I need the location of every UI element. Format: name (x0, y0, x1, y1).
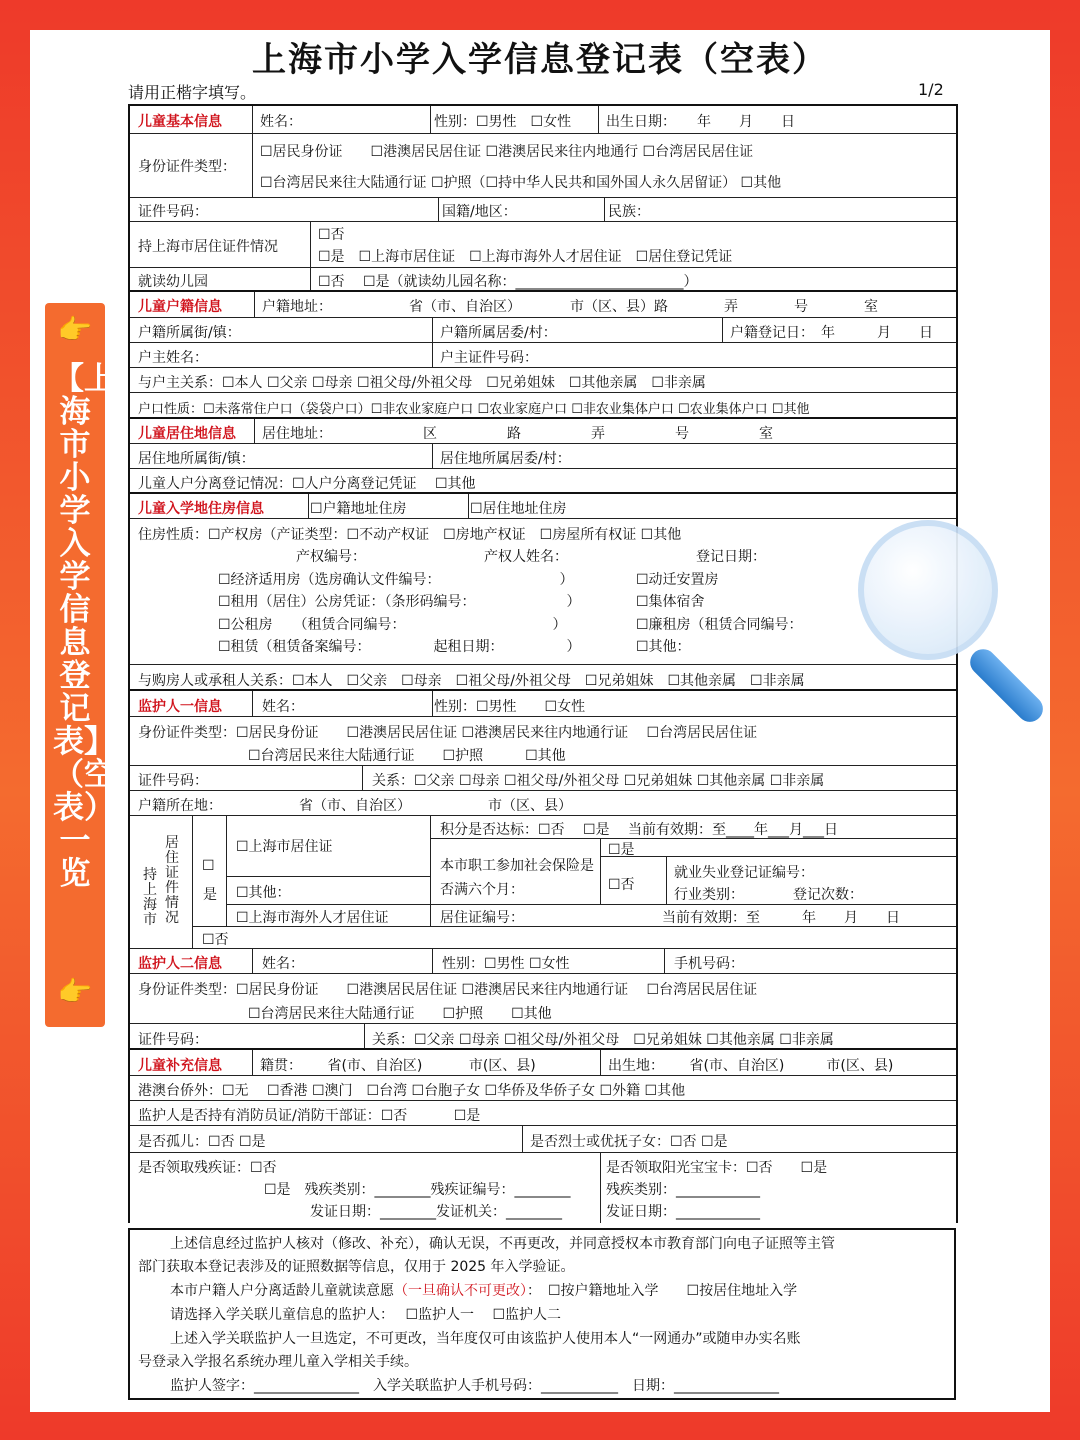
household-address-field[interactable]: 户籍地址： 省（市、自治区） 市（区、县）路 弄 号 室 (262, 299, 878, 315)
guardian1-gender-field[interactable]: 性别：☐男性 ☐女性 (434, 699, 586, 715)
housing-dormitory[interactable]: ☐集体宿舍 (636, 594, 705, 610)
row-supplement-firefighter (130, 1101, 956, 1126)
guardian2-phone-field[interactable]: 手机号码： (674, 956, 744, 972)
row-housing-relation (130, 665, 956, 691)
child-ethnicity-field[interactable]: 民族： (608, 204, 650, 220)
household-street-field[interactable]: 户籍所属街/镇： (138, 325, 241, 341)
row-living-address (130, 419, 956, 444)
housing-low-rent[interactable]: ☐廉租房（租赁合同编号： (636, 617, 803, 633)
row-household-address (130, 292, 956, 318)
declaration-p1a: 上述信息经过监护人核对（修改、补充），确认无误，不再更改，并同意授权本市教育部门向电子证照等主管 (170, 1236, 835, 1252)
birthplace-field[interactable]: 出生地： 省(市、自治区) 市(区、县) (608, 1058, 894, 1074)
row-household-head (130, 343, 956, 368)
household-committee-field[interactable]: 户籍所属居委/村： (440, 325, 557, 341)
row-household-nature (130, 393, 956, 419)
living-committee-field[interactable]: 居住地所属居委/村： (440, 451, 571, 467)
declaration-p4a: 上述入学关联监护人一旦选定，不可更改，当年度仅可由该监护人使用本人“一网通办”或随申办实名账 (170, 1331, 801, 1347)
guardian1-hukou-field[interactable]: 户籍所在地： 省（市、自治区） 市（区、县） (138, 798, 572, 814)
kindergarten-label: 就读幼儿园 (138, 274, 208, 290)
section-guardian2: 监护人二信息 (138, 956, 222, 972)
head-relation-options[interactable]: 与户主关系：☐本人 ☐父亲 ☐母亲 ☐祖父母/外祖父母 ☐兄弟姐妹 ☐其他亲属 ☐非亲属 (138, 375, 706, 391)
holds-label-left: 持 上 海 市 (143, 867, 157, 928)
section-child-basic: 儿童基本信息 (138, 114, 222, 130)
social-no-option[interactable]: ☐否 (608, 877, 635, 893)
housing-relocation[interactable]: ☐动迁安置房 (636, 572, 719, 588)
row-household-street (130, 318, 956, 343)
declaration-p1b: 部门获取本登记表涉及的证照数据等信息，仅用于 2025 年入学验证。 (138, 1259, 575, 1275)
row-supplement-disability (130, 1153, 956, 1223)
guardian1-id-type-options[interactable]: 身份证件类型：☐居民身份证 ☐港澳居民居住证 ☐港澳居民来往内地通行证 ☐台湾居民居住证 (138, 725, 758, 741)
row-guardian1-id-type (130, 717, 956, 766)
row-guardian2-id-type (130, 974, 956, 1024)
guardian2-id-no-field[interactable]: 证件号码： (138, 1032, 208, 1048)
head-id-field[interactable]: 户主证件号码： (440, 350, 538, 366)
housing-public-rent[interactable]: ☐租用（居住）公房凭证：（条形码编号： ） (218, 594, 581, 610)
living-street-field[interactable]: 居住地所属街/镇： (138, 451, 255, 467)
section-supplement: 儿童补充信息 (138, 1058, 222, 1074)
page-number: 1/2 (918, 80, 944, 99)
row-child-basic-1 (130, 106, 956, 134)
declaration-box (128, 1228, 956, 1400)
holds-yes-box[interactable]: ☐ (202, 858, 215, 874)
row-supplement-orphan (130, 1126, 956, 1153)
sunshine-type-field[interactable]: 残疾类别：____________ (606, 1182, 760, 1198)
living-address-field[interactable]: 居住地址： 区 路 弄 号 室 (262, 426, 773, 442)
native-place-field[interactable]: 籍贯： 省(市、自治区) 市(区、县) (260, 1058, 536, 1074)
child-name-field[interactable]: 姓名： (260, 114, 302, 130)
child-id-no-field[interactable]: 证件号码： (138, 204, 208, 220)
row-child-id-type (130, 134, 956, 198)
holds-yes-label: 是 (203, 887, 217, 903)
pointing-hand-icon-bottom: 👉 (57, 975, 93, 1008)
guardian1-id-no-field[interactable]: 证件号码： (138, 773, 208, 789)
row-guardian2-id-no (130, 1024, 956, 1050)
row-child-kindergarten (130, 268, 956, 292)
housing-affordable[interactable]: ☐经济适用房（选房确认文件编号： ） (218, 572, 574, 588)
banner-text: 【上海市小学入学信息登记表】（空表）一览 (53, 361, 115, 892)
declaration-p2 (170, 1281, 797, 1301)
row-housing-head (130, 494, 956, 519)
guardian1-points-field[interactable]: 积分是否达标：☐否 ☐是 当前有效期：至____年___月___日 (440, 822, 839, 838)
housing-opt-hukou[interactable]: ☐户籍地址住房 (310, 501, 407, 517)
row-guardian1-name (130, 691, 956, 717)
side-banner (45, 303, 115, 1027)
head-name-field[interactable]: 户主姓名： (138, 350, 208, 366)
row-guardian1-permit (130, 816, 956, 949)
disability-issue-details[interactable]: 发证日期：________发证机关：________ (310, 1204, 562, 1220)
guardian1-permit-valid-field[interactable]: 当前有效期：至 年 月 日 (662, 910, 900, 926)
row-housing-nature (130, 519, 956, 665)
guardian1-permit-option[interactable]: ☐上海市居住证 (236, 839, 333, 855)
residence-label: 持上海市居住证件情况 (138, 239, 278, 255)
declaration-p2-text: 本市户籍人户分离适龄儿童就读意愿 (170, 1283, 394, 1299)
declaration-p3[interactable]: 请选择入学关联儿童信息的监护人： ☐监护人一 ☐监护人二 (170, 1307, 562, 1323)
housing-nature-options[interactable]: 住房性质：☐产权房（产证类型：☐不动产权证 ☐房地产权证 ☐房屋所有权证 ☐其他 (138, 527, 682, 543)
guardian2-name-field[interactable]: 姓名： (262, 956, 304, 972)
social-yes-option[interactable]: ☐是 (608, 842, 635, 858)
holds-no-option[interactable]: ☐否 (202, 932, 229, 948)
declaration-p2-warning: （一旦确认不可更改） (394, 1283, 527, 1299)
row-guardian2-name (130, 949, 956, 974)
orphan-options[interactable]: 是否孤儿：☐否 ☐是 (138, 1134, 266, 1150)
guardian1-id-type-options-2[interactable]: ☐台湾居民来往大陆通行证 ☐护照 ☐其他 (248, 748, 566, 764)
housing-cert-no[interactable]: 产权编号： (296, 549, 366, 565)
guardian1-permit-no-field[interactable]: 居住证编号： (440, 910, 524, 926)
sunshine-card-options[interactable]: 是否领取阳光宝宝卡：☐否 ☐是 (606, 1160, 828, 1176)
unemployment-no-field[interactable]: 就业失业登记证编号： (674, 865, 814, 881)
disability-card-options[interactable]: 是否领取残疾证：☐否 (138, 1160, 277, 1176)
separation-options[interactable]: 儿童人户分离登记情况：☐人户分离登记凭证 ☐其他 (138, 476, 476, 492)
row-child-residence (130, 222, 956, 268)
declaration-p4b: 号登录入学报名系统办理儿童入学相关手续。 (138, 1354, 418, 1370)
housing-public-lease[interactable]: ☐公租房 （租赁合同编号： ） (218, 617, 567, 633)
row-living-street (130, 444, 956, 469)
kindergarten-options[interactable]: ☐否 ☐是（就读幼儿园名称：________________________） (318, 274, 698, 290)
section-household: 儿童户籍信息 (138, 299, 222, 315)
section-guardian1: 监护人一信息 (138, 699, 222, 715)
overseas-options[interactable]: 港澳台侨外：☐无 ☐香港 ☐澳门 ☐台湾 ☐台胞子女 ☐华侨及华侨子女 ☐外籍 ☐其他 (138, 1083, 686, 1099)
housing-reg-date[interactable]: 登记日期： (696, 549, 766, 565)
child-gender-field[interactable]: 性别：☐男性 ☐女性 (434, 114, 572, 130)
housing-relation-options[interactable]: 与购房人或承租人关系：☐本人 ☐父亲 ☐母亲 ☐祖父母/外祖父母 ☐兄弟姐妹 ☐其他亲属 ☐非亲属 (138, 673, 805, 689)
housing-other[interactable]: ☐其他： (636, 639, 691, 655)
magnifier-icon (858, 520, 998, 660)
pointing-hand-icon: 👉 (57, 313, 93, 346)
guardian2-id-type-options-2[interactable]: ☐台湾居民来往大陆通行证 ☐护照 ☐其他 (248, 1006, 552, 1022)
row-household-relation (130, 368, 956, 393)
declaration-p2-options[interactable]: ： ☐按户籍地址入学 ☐按居住地址入学 (527, 1283, 798, 1299)
section-living: 儿童居住地信息 (138, 426, 236, 442)
guardian2-relation-options[interactable]: 关系：☐父亲 ☐母亲 ☐祖父母/外祖父母 ☐兄弟姐妹 ☐其他亲属 ☐非亲属 (372, 1032, 834, 1048)
guardian1-other-option[interactable]: ☐其他： (236, 885, 291, 901)
row-child-id-no (130, 198, 956, 222)
housing-owner[interactable]: 产权人姓名： (484, 549, 568, 565)
child-birth-field[interactable]: 出生日期： 年 月 日 (606, 114, 795, 130)
row-supplement-native (130, 1050, 956, 1076)
form-title: 上海市小学入学信息登记表（空表） (252, 40, 828, 80)
guardian2-id-type-options[interactable]: 身份证件类型：☐居民身份证 ☐港澳居民居住证 ☐港澳居民来往内地通行证 ☐台湾居民居住证 (138, 982, 758, 998)
social-insurance-label: 本市职工参加社会保险是否满六个月： (440, 858, 594, 898)
hukou-nature-options[interactable]: 户口性质：☐未落常住户口（袋袋户口）☐非农业家庭户口 ☐农业家庭户口 ☐非农业集体户口 ☐农业集体户口 ☐其他 (138, 402, 810, 417)
household-reg-date-field[interactable]: 户籍登记日： 年 月 日 (730, 325, 933, 341)
martyr-options[interactable]: 是否烈士或优抚子女：☐否 ☐是 (530, 1134, 728, 1150)
fill-hint: 请用正楷字填写。 (128, 83, 257, 102)
disability-yes-details[interactable]: ☐是 残疾类别：________残疾证编号：________ (264, 1182, 571, 1198)
row-guardian1-id-no (130, 766, 956, 791)
guardian1-name-field[interactable]: 姓名： (262, 699, 304, 715)
signature-line[interactable]: 监护人签字：_______________ 入学关联监护人手机号码：___________ 日期：_______________ (170, 1378, 779, 1394)
residence-yes-options[interactable]: ☐是 ☐上海市居住证 ☐上海市海外人才居住证 ☐居住登记凭证 (318, 249, 733, 265)
id-type-options-2[interactable]: ☐台湾居民来往大陆通行证 ☐护照（☐持中华人民共和国外国人永久居留证） ☐其他 (260, 175, 782, 191)
guardian1-talent-option[interactable]: ☐上海市海外人才居住证 (236, 910, 389, 926)
child-nationality-field[interactable]: 国籍/地区： (442, 204, 517, 220)
firefighter-options[interactable]: 监护人是否持有消防员证/消防干部证：☐否 ☐是 (138, 1108, 481, 1124)
id-type-label: 身份证件类型： (138, 159, 236, 175)
guardian2-gender-field[interactable]: 性别：☐男性 ☐女性 (442, 956, 570, 972)
id-type-options-1[interactable]: ☐居民身份证 ☐港澳居民居住证 ☐港澳居民来往内地通行 ☐台湾居民居住证 (260, 144, 754, 160)
housing-opt-living[interactable]: ☐居住地址住房 (470, 501, 567, 517)
residence-no[interactable]: ☐否 (318, 227, 345, 243)
sunshine-date-field[interactable]: 发证日期：____________ (606, 1204, 760, 1220)
row-guardian1-hukou (130, 791, 956, 816)
registration-form (128, 104, 958, 1223)
holds-label-right: 居 住 证 件 情 况 (165, 835, 179, 926)
row-living-separation (130, 469, 956, 494)
housing-lease[interactable]: ☐租赁（租赁备案编号： 起租日期： ） (218, 639, 581, 655)
industry-field[interactable]: 行业类别： 登记次数： (674, 887, 863, 903)
section-housing: 儿童入学地住房信息 (138, 501, 264, 517)
guardian1-relation-options[interactable]: 关系：☐父亲 ☐母亲 ☐祖父母/外祖父母 ☐兄弟姐妹 ☐其他亲属 ☐非亲属 (372, 773, 825, 789)
row-supplement-overseas (130, 1076, 956, 1101)
